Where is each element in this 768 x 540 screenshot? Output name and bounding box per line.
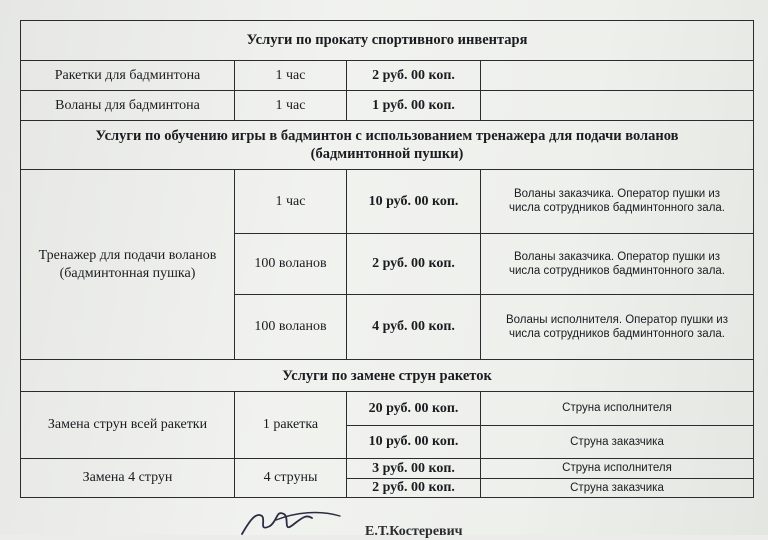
section-header-row <box>21 360 754 392</box>
note: Струна исполнителя <box>481 459 754 478</box>
section-title-rental: Услуги по прокату спортивного инвентаря <box>21 21 754 61</box>
section-title-training <box>21 120 754 169</box>
price-table <box>20 20 754 498</box>
duration: 1 час <box>235 169 347 233</box>
note <box>481 233 754 294</box>
service-name <box>21 169 235 360</box>
note <box>481 169 754 233</box>
note: Струна заказчика <box>481 478 754 497</box>
note-line: числа сотрудников бадминтонного зала. <box>509 265 725 278</box>
table-row <box>21 459 754 478</box>
note-line: Воланы заказчика. Оператор пушки из <box>513 188 721 200</box>
price: 1 руб. 00 коп. <box>347 91 481 121</box>
price: 3 руб. 00 коп. <box>347 459 481 478</box>
signer-name: Е.Т.Костеревич <box>365 524 463 539</box>
price: 2 руб. 00 коп. <box>347 478 481 497</box>
price: 10 руб. 00 коп. <box>347 425 481 459</box>
table-row <box>21 91 754 121</box>
duration: 1 час <box>235 91 347 121</box>
duration: 1 ракетка <box>235 391 347 458</box>
signature <box>236 508 356 535</box>
note-line: Воланы исполнителя. Оператор пушки из <box>505 313 729 326</box>
table-row <box>21 169 754 233</box>
note: Струна заказчика <box>481 425 754 459</box>
table-row <box>21 60 754 91</box>
section-header-row <box>21 21 754 61</box>
service-name: Ракетки для бадминтона <box>21 60 235 91</box>
service-name: Замена 4 струн <box>21 459 235 498</box>
note: Струна исполнителя <box>481 391 754 425</box>
table-row <box>21 391 754 425</box>
note-line: числа сотрудников бадминтонного зала. <box>509 328 725 341</box>
section-title-line: (бадминтонной пушки) <box>310 145 464 162</box>
note <box>481 60 754 91</box>
section-title-restringing: Услуги по замене струн ракеток <box>21 360 754 392</box>
section-title-line: Услуги по обучению игры в бадминтон с использованием тренажера для подачи воланов <box>95 127 679 144</box>
note <box>481 91 754 121</box>
price: 4 руб. 00 коп. <box>347 295 481 360</box>
duration: 1 час <box>235 60 347 91</box>
note-line: Воланы заказчика. Оператор пушки из <box>513 250 721 263</box>
price-list <box>20 20 753 498</box>
duration: 100 воланов <box>235 295 347 360</box>
service-name-line: (бадминтонная пушка) <box>59 265 196 281</box>
note-line: числа сотрудников бадминтонного зала. <box>509 202 725 215</box>
section-header-row <box>21 120 754 169</box>
service-name: Замена струн всей ракетки <box>21 391 235 458</box>
price: 2 руб. 00 коп. <box>347 60 481 91</box>
duration: 4 струны <box>235 459 347 498</box>
note <box>481 295 754 360</box>
duration: 100 воланов <box>235 233 347 294</box>
service-name-line: Тренажер для подачи воланов <box>38 248 217 264</box>
service-name: Воланы для бадминтона <box>21 91 235 121</box>
price: 10 руб. 00 коп. <box>347 169 481 233</box>
price: 20 руб. 00 коп. <box>347 391 481 425</box>
price: 2 руб. 00 коп. <box>347 233 481 294</box>
